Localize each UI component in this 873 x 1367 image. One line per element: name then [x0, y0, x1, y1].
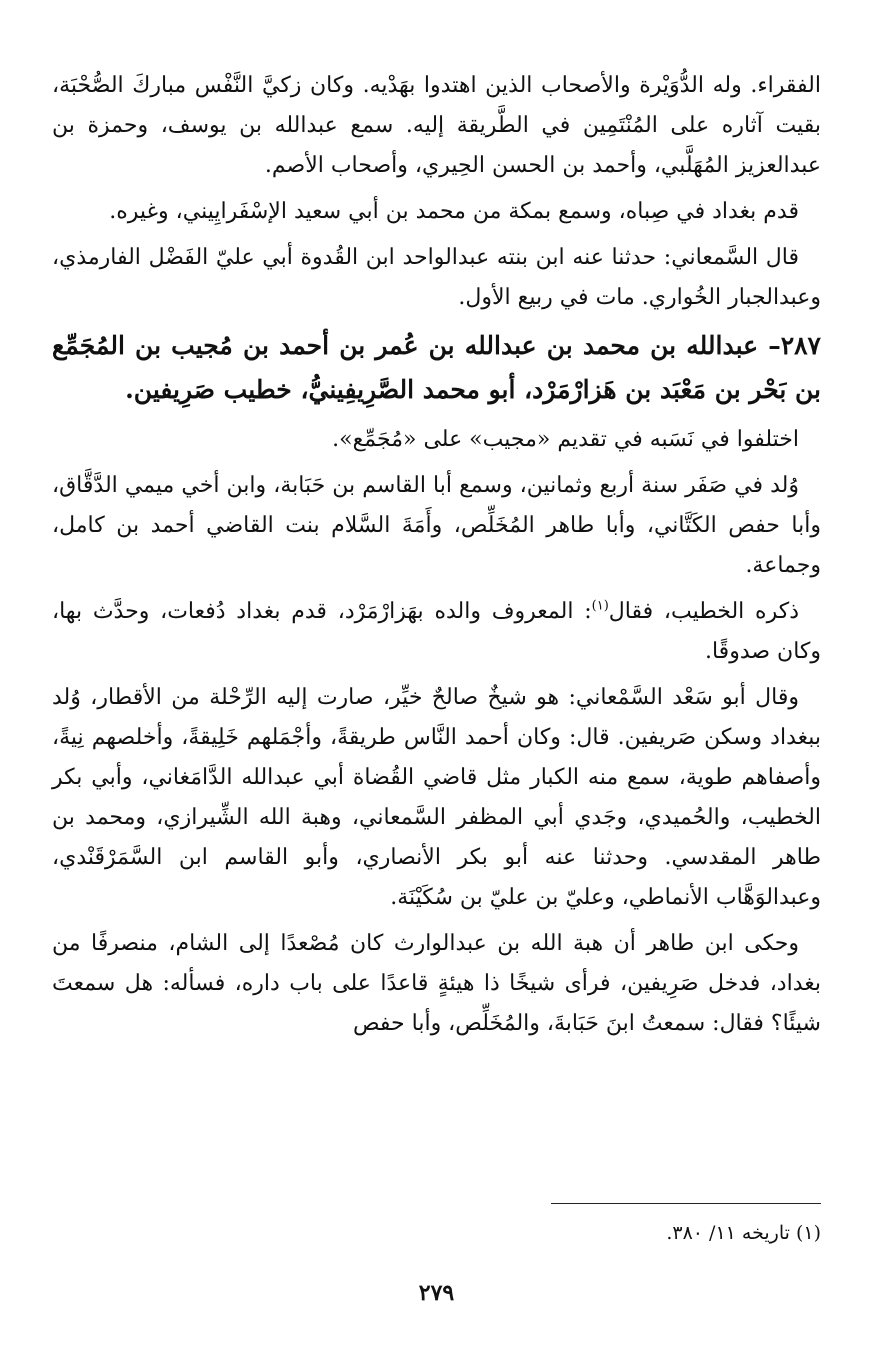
khatib-text-after: : المعروف والده بهَزارْمَرْد، قدم بغداد دُفعات، وحدَّث بها، وكان صدوقًا. [52, 599, 821, 664]
main-text [52, 66, 821, 1050]
khatib-text-before: ذكره الخطيب، فقال [608, 599, 799, 624]
footnote-ref[interactable]: (١) [591, 598, 609, 614]
paragraph-7: وحكى ابن طاهر أن هبة الله بن عبدالوارث كان مُصْعدًا إلى الشام، منصرفًا من بغداد، فدخل صَرِيفين، فرأى شيخًا ذا هيئةٍ قاعدًا على باب داره، فسأله: هل سمعتَ شيئًا؟ فقال: سمعتُ ابنَ حَبَابةَ، والمُخَلِّص، وأبا حفص [52, 931, 821, 1036]
paragraph-2: قدم بغداد في صِباه، وسمع بمكة من محمد بن أبي سعيد الإسْفَرايِيني، وغيره. [109, 199, 799, 224]
page-number: ٢٧٩ [418, 1280, 455, 1306]
footnote-divider [551, 1203, 821, 1204]
paragraph-khatib [52, 592, 821, 672]
paragraph-1: الفقراء. وله الدُّوَيْرة والأصحاب الذين اهتدوا بهَدْيه. وكان زكيَّ النَّفْس مباركَ الصُّحْبَة، بقيت آثاره على المُنْتَمِين في الطَّريقة إليه. سمع عبدالله بن يوسف، وحمزة بن عبدالعزيز المُهَلَّبي، وأحمد بن الحسن الحِيري، وأصحاب الأصم. [52, 73, 821, 178]
paragraph-6: وقال أبو سَعْد السَّمْعاني: هو شيخٌ صالحٌ خيِّر، صارت إليه الرِّحْلة من الأقطار، وُلد ببغداد وسكن صَريفين. قال: وكان أحمد النَّاس طريقةً، وأجْمَلهم خَلِيقةً، وأخلصهم نِيةً، وأصفاهم طوية، سمع منه الكبار مثل قاضي القُضاة أبي عبدالله الدَّامَغاني، وأبي بكر الخطيب، والحُميدي، وجَدي أبي المظفر السَّمعاني، وهبة الله الشِّيرازي، ومحمد بن طاهر المقدسي. وحدثنا عنه أبو بكر الأنصاري، وأبو القاسم ابن السَّمَرْقَنْدي، وعبدالوَهَّاب الأنماطي، وعليّ بن عليّ بن سُكَيْنَة. [52, 685, 821, 910]
paragraph-3: قال السَّمعاني: حدثنا عنه ابن بنته عبدالواحد ابن القُدوة أبي عليّ الفَضْل الفارمذي، وعبدالجبار الخُواري. مات في ربيع الأول. [52, 245, 821, 310]
footnote: (١) تاريخه ١١/ ٣٨٠. [666, 1222, 821, 1244]
paragraph-4: اختلفوا في نَسَبه في تقديم «مجيب» على «مُجَمِّع». [332, 427, 799, 452]
entry-heading: ٢٨٧– عبدالله بن محمد بن عبدالله بن عُمر بن أحمد بن مُجيب بن المُجَمِّع بن بَحْر بن مَعْبَد بن هَزارْمَرْد، أبو محمد الصَّرِيفِينيُّ، خطيب صَرِيفين. [52, 331, 821, 404]
paragraph-5: وُلد في صَفَر سنة أربع وثمانين، وسمع أبا القاسم بن حَبَابة، وابن أخي ميمي الدَّقَّاق، وأبا حفص الكَتَّاني، وأبا طاهر المُخَلِّص، وأَمَةَ السَّلام بنت القاضي أحمد بن كامل، وجماعة. [52, 473, 821, 578]
